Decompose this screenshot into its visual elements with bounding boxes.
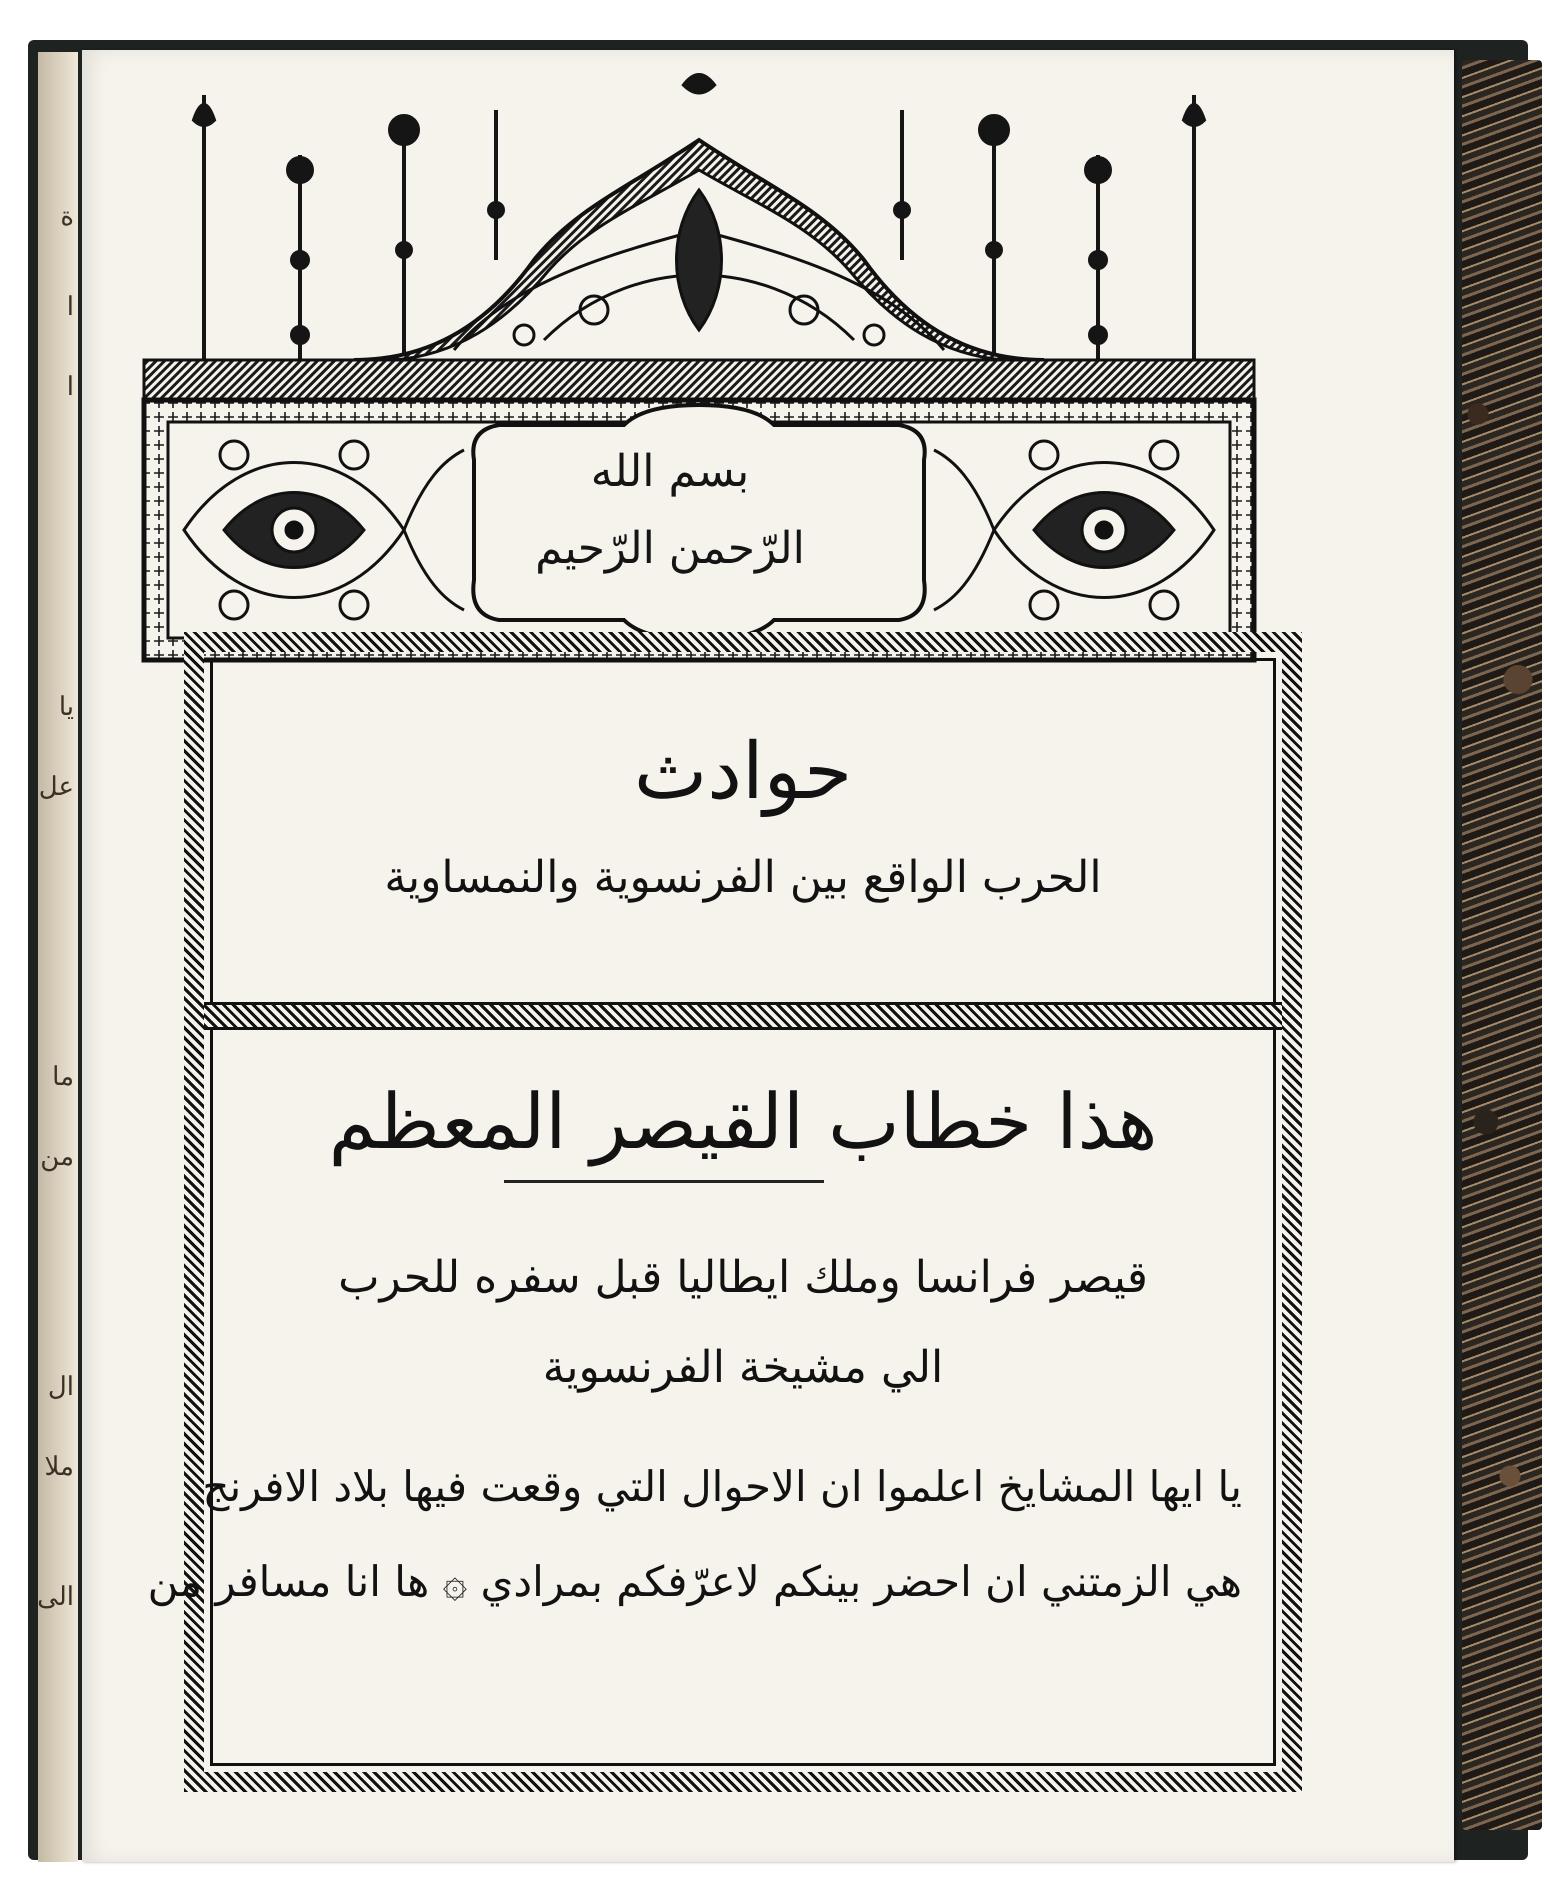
left-glyph: ا	[66, 372, 74, 402]
main-heading: هذا خطاب القيصر المعظم	[328, 1077, 1158, 1166]
marbled-edge	[1462, 60, 1542, 1830]
heading-underline	[504, 1180, 824, 1183]
body-line-1: يا ايها المشايخ اعلموا ان الاحوال التي وقعت فيها بلاد الافرنج	[202, 1462, 1242, 1511]
left-glyph: ال	[47, 1372, 74, 1402]
left-glyph: ا	[66, 292, 74, 322]
left-page-edge	[38, 52, 78, 1862]
left-glyph: يا	[58, 692, 74, 722]
header-band	[144, 360, 1254, 400]
heading-line-1: قيصر فرانسا وملك ايطاليا قبل سفره للحرب	[338, 1252, 1148, 1303]
left-glyph: من	[40, 1142, 74, 1172]
left-glyph: الى	[37, 1582, 74, 1612]
left-glyph: ملا	[44, 1452, 74, 1482]
title-page	[82, 50, 1454, 1862]
ornamental-divider	[204, 1002, 1282, 1030]
heading-line-2: الي مشيخة الفرنسوية	[542, 1342, 944, 1393]
left-glyph: ما	[52, 1062, 74, 1092]
basmala	[432, 415, 908, 605]
text-frame	[147, 632, 1302, 1792]
basmala-line-2: الرّحمن الرّحيم	[535, 523, 805, 574]
basmala-line-1: بسم الله	[590, 446, 750, 497]
title-subtitle: الحرب الواقع بين الفرنسوية والنمساوية	[384, 852, 1102, 903]
left-glyph: ة	[60, 202, 74, 232]
title-word: حوادث	[633, 727, 853, 817]
left-glyph: عل	[38, 772, 74, 802]
body-line-2: هي الزمتني ان احضر بينكم لاعرّفكم بمرادي ۞ ها انا مسافر من	[147, 1557, 1242, 1606]
